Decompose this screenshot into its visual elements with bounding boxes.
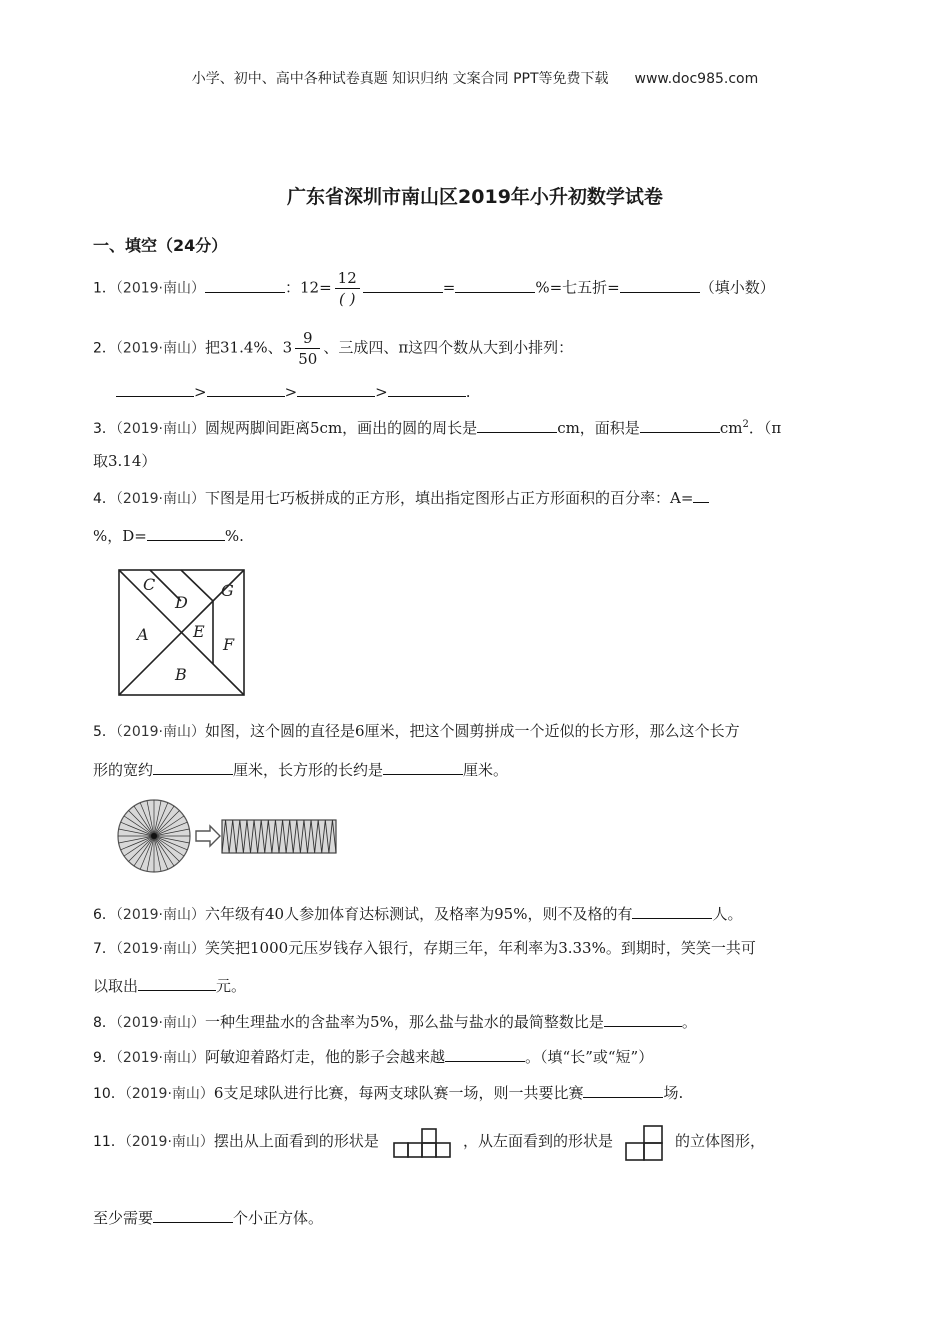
answer-blank[interactable] — [116, 380, 194, 397]
top-view-shape — [393, 1125, 453, 1159]
fraction — [335, 268, 360, 309]
header-text: 小学、初中、高中各种试卷真题 知识归纳 文案合同 PPT等免费下载 — [191, 71, 609, 87]
question-text: %. — [224, 527, 244, 545]
fraction-numerator: 12 — [337, 269, 357, 287]
question-text: 厘米，长方形的长约是 — [233, 761, 384, 779]
question-3 — [93, 414, 781, 440]
question-text: ：12= — [285, 278, 332, 297]
question-number: 4． — [93, 491, 116, 507]
question-source: （2019·南山） — [115, 421, 206, 437]
question-text: = — [442, 278, 456, 297]
question-source: （2019·南山） — [115, 907, 206, 923]
question-source: （2019·南山） — [115, 340, 206, 357]
question-5 — [93, 720, 740, 743]
gt-sign: > — [284, 383, 298, 401]
sectored-circle — [118, 800, 190, 872]
answer-blank[interactable] — [205, 276, 285, 293]
answer-blank[interactable] — [153, 758, 233, 775]
question-text: 。（填“长”或“短”） — [525, 1048, 654, 1066]
answer-blank[interactable] — [477, 416, 557, 433]
label-b: B — [175, 665, 187, 684]
question-text: 六年级有40人参加体育达标测试，及格率为95%，则不及格的有 — [205, 905, 633, 923]
answer-blank[interactable] — [147, 524, 225, 541]
question-text: 圆规两脚间距离5cm，画出的圆的周长是 — [205, 419, 478, 437]
answer-blank[interactable] — [207, 380, 285, 397]
answer-blank[interactable] — [455, 276, 535, 293]
question-11-cont — [93, 1206, 323, 1229]
question-4-cont — [93, 524, 244, 547]
question-text: %，D= — [93, 527, 147, 545]
question-3-cont — [93, 450, 156, 472]
answer-blank[interactable] — [632, 902, 712, 919]
question-source: （2019·南山） — [115, 724, 206, 740]
question-text: 6支足球队进行比赛，每两支球队赛一场，则一共要比赛 — [213, 1084, 584, 1102]
question-text: 取3.14） — [93, 452, 157, 470]
fraction-denominator: 50 — [295, 348, 320, 369]
question-source: （2019·南山） — [115, 280, 206, 297]
question-number: 6． — [93, 907, 116, 923]
question-text: 元。 — [216, 977, 247, 995]
section-heading: 一、填空（24分） — [93, 236, 228, 255]
question-source: （2019·南山） — [115, 1050, 206, 1066]
question-number: 1． — [93, 280, 116, 297]
label-e: E — [193, 622, 205, 641]
question-11 — [93, 1122, 765, 1162]
gt-sign: > — [375, 383, 388, 401]
question-text: （填小数） — [699, 278, 775, 297]
label-c: C — [143, 575, 156, 594]
question-text: 下图是用七巧板拼成的正方形，填出指定图形占正方形面积的百分率：A= — [205, 489, 694, 507]
answer-blank[interactable] — [583, 1081, 663, 1098]
circle-rectangle-figure — [116, 796, 346, 876]
answer-blank[interactable] — [620, 276, 700, 293]
question-text: 、三成四、π这四个数从大到小排列： — [323, 338, 574, 357]
answer-blank[interactable] — [693, 486, 709, 503]
question-source: （2019·南山） — [115, 491, 206, 507]
question-text: 的立体图形， — [674, 1132, 765, 1150]
tangram-figure — [117, 568, 247, 698]
question-source: （2019·南山） — [124, 1086, 214, 1102]
answer-blank[interactable] — [153, 1206, 233, 1223]
approx-rectangle — [222, 820, 336, 853]
question-4 — [93, 486, 709, 510]
question-6 — [93, 902, 742, 926]
question-number: 5． — [93, 724, 116, 740]
question-number: 10． — [93, 1086, 125, 1102]
question-9 — [93, 1045, 653, 1069]
answer-blank[interactable] — [138, 974, 216, 991]
question-text: 以取出 — [93, 977, 139, 995]
answer-blank[interactable] — [388, 380, 466, 397]
question-number: 7． — [93, 941, 116, 957]
answer-blank[interactable] — [445, 1045, 525, 1062]
question-10 — [93, 1081, 683, 1105]
question-7-cont — [93, 974, 246, 997]
question-text: 一种生理盐水的含盐率为5%，那么盐与盐水的最简整数比是 — [205, 1013, 604, 1031]
question-source: （2019·南山） — [115, 941, 206, 957]
answer-blank[interactable] — [604, 1010, 682, 1027]
question-number: 3． — [93, 421, 116, 437]
page-title: 广东省深圳市南山区2019年小升初数学试卷 — [287, 186, 663, 208]
question-2-answer-line — [116, 380, 471, 403]
answer-blank[interactable] — [297, 380, 375, 397]
gt-sign: > — [194, 383, 207, 401]
question-7 — [93, 937, 756, 960]
question-text: 摆出从上面看到的形状是 — [213, 1132, 379, 1150]
question-5-cont — [93, 758, 508, 781]
question-text: 阿敏迎着路灯走，他的影子会越来越 — [205, 1048, 446, 1066]
question-text: %=七五折= — [535, 278, 620, 297]
question-text: 如图，这个圆的直径是6厘米，把这个圆剪拼成一个近似的长方形，那么这个长方 — [205, 722, 740, 740]
question-text: 场. — [663, 1084, 684, 1102]
label-g: G — [221, 581, 234, 600]
question-text: cm，面积是 — [557, 419, 640, 437]
label-f: F — [223, 635, 235, 654]
superscript: 2 — [742, 419, 749, 430]
question-1 — [93, 268, 775, 309]
question-number: 8． — [93, 1015, 116, 1031]
left-view-shape — [625, 1122, 665, 1162]
question-text: ，从左面看到的形状是 — [462, 1132, 613, 1150]
answer-blank[interactable] — [363, 276, 443, 293]
answer-blank[interactable] — [640, 416, 720, 433]
question-text: 个小正方体。 — [233, 1209, 324, 1227]
fraction — [295, 328, 320, 369]
question-text: ．（π — [748, 419, 782, 437]
question-2 — [93, 328, 573, 369]
fraction-numerator: 9 — [302, 329, 313, 347]
question-number: 9． — [93, 1050, 116, 1066]
question-source: （2019·南山） — [124, 1134, 214, 1150]
question-source: （2019·南山） — [115, 1015, 206, 1031]
arrow-icon — [196, 826, 220, 846]
label-a: A — [137, 625, 149, 644]
answer-blank[interactable] — [383, 758, 463, 775]
fraction-denominator: ( ) — [335, 288, 360, 309]
period: . — [465, 383, 471, 401]
question-text: 人。 — [712, 905, 743, 923]
label-d: D — [175, 593, 188, 612]
question-number: 2． — [93, 340, 116, 357]
question-text: 把31.4%、3 — [205, 338, 293, 357]
question-text: 。 — [681, 1013, 697, 1031]
page-header — [0, 68, 950, 88]
question-text: 厘米。 — [463, 761, 509, 779]
question-number: 11． — [93, 1134, 125, 1150]
question-text: 笑笑把1000元压岁钱存入银行，存期三年，年利率为3.33%。到期时，笑笑一共可 — [205, 939, 756, 957]
question-8 — [93, 1010, 697, 1034]
header-site: www.doc985.com — [634, 71, 759, 87]
question-text: 形的宽约 — [93, 761, 154, 779]
question-text: 至少需要 — [93, 1209, 154, 1227]
question-text: cm — [719, 419, 743, 437]
